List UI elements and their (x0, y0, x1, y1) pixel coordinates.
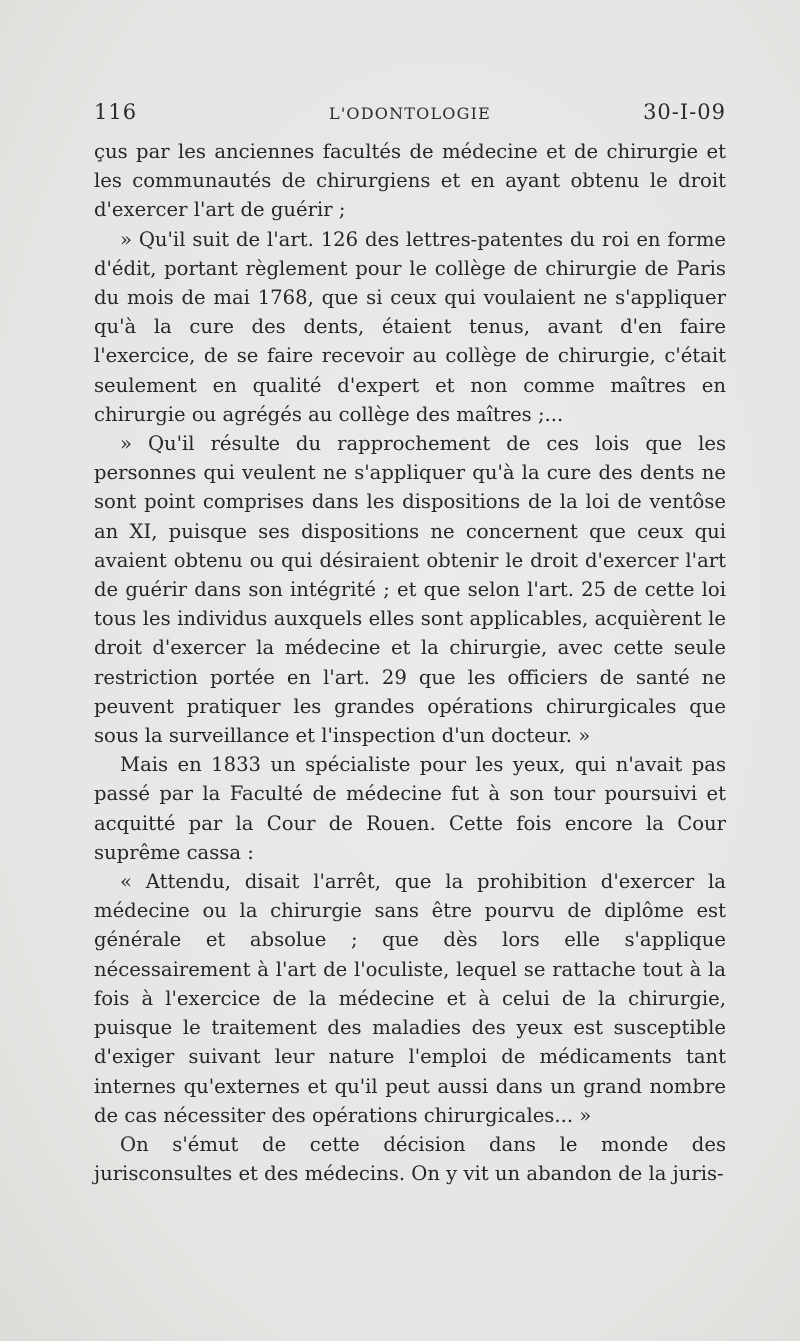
paragraph-mais-en-1833: Mais en 1833 un spécialiste pour les yeux, qui n'avait pas passé par la Faculté de médecine fut à son tour poursuivi et acquitté par la Cour de Rouen. Cette fois encore la Cour suprême cassa : (94, 753, 726, 864)
paragraph-continuation: çus par les anciennes facultés de médecine et de chirurgie et les communautés de chirurgiens et en ayant obtenu le droit d'exercer l'art de guérir ; (94, 140, 726, 222)
paragraph-attendu: « Attendu, disait l'arrêt, que la prohibition d'exercer la médecine ou la chirurgie sans être pourvu de diplôme est générale et absolue ; que dès lors elle s'applique nécessairement à l'art de l'oculiste, lequel se rattache tout à la fois à l'exercice de la médecine et à celui de la chirurgie, puisque le traitement des maladies des yeux est susceptible d'exiger suivant leur nature l'emploi de médicaments tant internes qu'externes et qu'il peut aussi dans un grand nombre de cas nécessiter des opérations chirurgicales... » (94, 870, 726, 1127)
page-body (94, 137, 726, 1188)
paragraph-resulte: » Qu'il résulte du rapprochement de ces lois que les personnes qui veulent ne s'appliquer qu'à la cure des dents ne sont point comprises dans les dispositions de la loi de ventôse an XI, puisque ses dispositions ne concernent que ceux qui avaient obtenu ou qui désiraient obtenir le droit d'exercer l'art de guérir dans son intégrité ; et que selon l'art. 25 de cette loi tous les individus auxquels elles sont applicables, acquièrent le droit d'exercer la médecine et la chirurgie, avec cette seule restriction portée en l'art. 29 que les officiers de santé ne peuvent pratiquer les grandes opérations chirurgicales que sous la surveillance et l'inspection d'un docteur. » (94, 432, 726, 748)
running-header (94, 100, 726, 130)
paragraph-article-126: » Qu'il suit de l'art. 126 des lettres-patentes du roi en forme d'édit, portant règlement pour le collège de chirurgie de Paris du mois de mai 1768, que si ceux qui voulaient ne s'appliquer qu'à la cure des dents, étaient tenus, avant d'en faire l'exercice, de se faire recevoir au collège de chirurgie, c'était seulement en qualité d'expert et non comme maîtres en chirurgie ou agrégés au collège des maîtres ;... (94, 227, 726, 426)
journal-title: L'ODONTOLOGIE (329, 104, 491, 123)
paragraph-on-s-emut: On s'émut de cette décision dans le monde des jurisconsultes et des médecins. On y vit un abandon de la juris- (94, 1132, 726, 1186)
issue-date: 30-I-09 (643, 100, 726, 124)
page-number: 116 (94, 100, 138, 124)
